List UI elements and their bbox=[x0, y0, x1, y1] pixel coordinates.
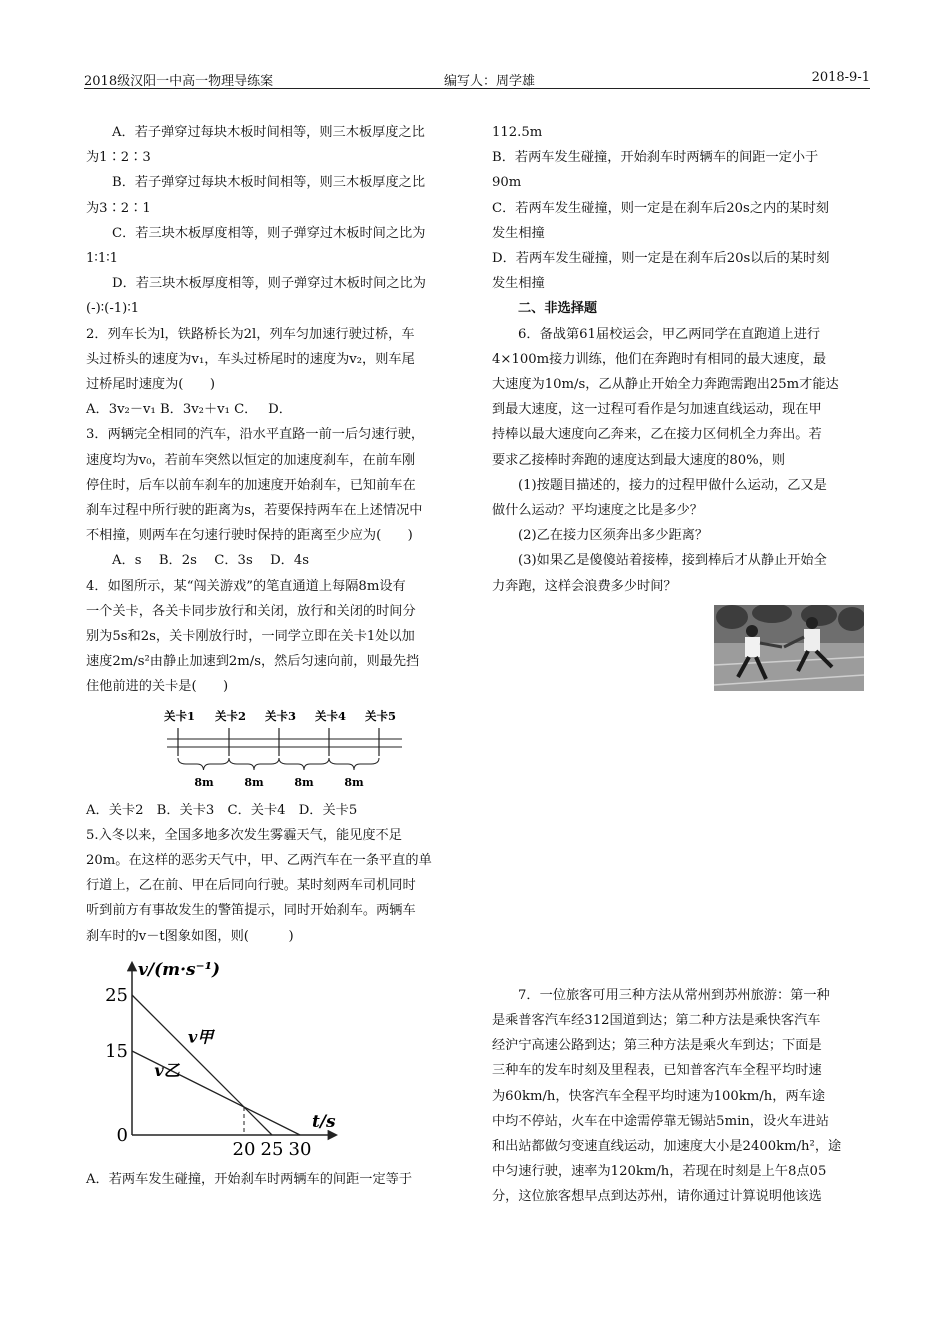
spacing-brace-1 bbox=[178, 758, 229, 770]
spacing-label-2: 8m bbox=[244, 775, 264, 789]
q4-stem-4: 速度2m/s²由静止加速到2m/s，然后匀速向前，则最先挡 bbox=[86, 654, 420, 670]
q4-options: A．关卡2 B．关卡3 C．关卡4 D．关卡5 bbox=[86, 802, 358, 818]
x-tick-25: 25 bbox=[260, 1138, 284, 1160]
q7-stem-7: 和出站都做匀变速直线运动，加速度大小是2400km/h²，途 bbox=[492, 1139, 842, 1155]
q4-stem-2: 一个关卡，各关卡同步放行和关闭，放行和关闭的时间分 bbox=[86, 603, 416, 619]
right-column bbox=[492, 120, 868, 1210]
y-tick-25: 25 bbox=[105, 984, 128, 1006]
q6-stem-5: 持棒以最大速度向乙奔来，乙在接力区伺机全力奔出。若 bbox=[492, 427, 822, 443]
header-date: 2018-9-1 bbox=[811, 70, 870, 85]
q7-stem: 7．一位旅客可用三种方法从常州到苏州旅游：第一种 bbox=[518, 987, 830, 1003]
label-v-yi: v乙 bbox=[154, 1061, 180, 1081]
q5-stem-3: 行道上，乙在前、甲在后同向行驶。某时刻两车司机同时 bbox=[86, 878, 416, 894]
q2-stem-2: 头过桥头的速度为v₁，车头过桥尾时的速度为v₂，则车尾 bbox=[86, 351, 415, 367]
q7-stem-8: 中匀速行驶，速率为120km/h，若现在时刻是上午8点05 bbox=[492, 1164, 827, 1180]
y-tick-15: 15 bbox=[105, 1040, 128, 1062]
q7-stem-5: 为60km/h，快客汽车全程平均时速为100km/h，两车途 bbox=[492, 1088, 826, 1104]
spacing-brace-4 bbox=[329, 758, 379, 770]
q5-option-b: B．若两车发生碰撞，开始刹车时两辆车的间距一定小于 bbox=[492, 150, 819, 166]
spacing-label-4: 8m bbox=[344, 775, 364, 789]
q1-option-a: A．若子弹穿过每块木板时间相等，则三木板厚度之比 bbox=[112, 125, 425, 140]
left-column bbox=[86, 120, 462, 1192]
q7-stem-4: 三种车的发车时刻及里程表，已知普客汽车全程平均时速 bbox=[492, 1063, 822, 1079]
section-heading-nonchoice: 二、非选择题 bbox=[518, 301, 598, 317]
vt-graph bbox=[96, 955, 356, 1165]
q6-stem-4: 到最大速度，这一过程可看作是匀加速直线运动，现在甲 bbox=[492, 402, 822, 418]
relay-race-photo bbox=[714, 605, 864, 691]
q1-option-b-cont: 为3∶2∶1 bbox=[86, 200, 151, 216]
gate-label-5: 关卡5 bbox=[365, 708, 397, 723]
q5-stem: 5.入冬以来，全国多地多次发生雾霾天气，能见度不足 bbox=[86, 827, 402, 843]
q5-stem-2: 20m。在这样的恶劣天气中，甲、乙两汽车在一条平直的单 bbox=[86, 853, 432, 869]
q5-option-b-cont: 90m bbox=[492, 175, 522, 191]
x-tick-30: 30 bbox=[288, 1138, 312, 1160]
q2-stem-3: 过桥尾时速度为( ) bbox=[86, 377, 215, 393]
x-tick-20: 20 bbox=[232, 1138, 256, 1160]
q6-stem: 6．备战第61届校运会，甲乙两同学在直跑道上进行 bbox=[518, 326, 821, 342]
q5-option-a: A．若两车发生碰撞，开始刹车时两辆车的间距一定等于 bbox=[86, 1171, 413, 1187]
q6-stem-6: 要求乙接棒时奔跑的速度达到最大速度的80%，则 bbox=[492, 452, 786, 468]
q3-stem-3: 停住时，后车以前车刹车的加速度开始刹车，已知前车在 bbox=[86, 477, 416, 493]
q3-stem-4: 刹车过程中所行驶的距离为s，若要保持两车在上述情况中 bbox=[86, 503, 423, 519]
header-author: 编写人：周学雄 bbox=[444, 74, 536, 89]
q7-stem-9: 分，这位旅客想早点到达苏州，请你通过计算说明他该选 bbox=[492, 1189, 822, 1205]
q6-sub1: (1)按题目描述的，接力的过程甲做什么运动，乙又是 bbox=[518, 477, 827, 493]
q6-sub2: (2)乙在接力区须奔出多少距离？ bbox=[518, 528, 709, 544]
q5-option-d-cont: 发生相撞 bbox=[492, 276, 545, 292]
q3-stem-5: 不相撞，则两车在匀速行驶时保持的距离至少应为( ) bbox=[86, 528, 413, 544]
q5-option-a-cont: 112.5m bbox=[492, 125, 543, 140]
q5-stem-5: 刹车时的v－t图象如图，则( ) bbox=[86, 928, 294, 944]
spacing-brace-3 bbox=[279, 758, 329, 770]
q6-stem-3: 大速度为10m/s，乙从静止开始全力奔跑需跑出25m才能达 bbox=[492, 377, 839, 393]
q5-option-d: D．若两车发生碰撞，则一定是在刹车后20s以后的某时刻 bbox=[492, 251, 830, 267]
spacing-brace-2 bbox=[229, 758, 279, 770]
gate-label-4: 关卡4 bbox=[315, 708, 347, 723]
spacing-label-1: 8m bbox=[194, 775, 214, 789]
q1-option-d: D．若三块木板厚度相等，则子弹穿过木板时间之比为 bbox=[112, 276, 426, 292]
q1-option-d-cont: (-)∶(-1)∶1 bbox=[86, 301, 140, 317]
q7-stem-6: 中均不停站，火车在中途需停靠无锡站5min，设火车进站 bbox=[492, 1113, 829, 1129]
x-axis-label: t/s bbox=[312, 1111, 336, 1132]
q2-stem: 2．列车长为l，铁路桥长为2l，列车匀加速行驶过桥，车 bbox=[86, 326, 415, 342]
q1-option-b: B．若子弹穿过每块木板时间相等，则三木板厚度之比 bbox=[112, 175, 426, 191]
q3-options: A．s B．2s C．3s D．4s bbox=[112, 553, 310, 569]
page-header bbox=[84, 70, 870, 89]
q6-sub3: (3)如果乙是傻傻站着接棒，接到棒后才从静止开始全 bbox=[518, 553, 827, 569]
q6-sub3-cont: 力奔跑，这样会浪费多少时间？ bbox=[492, 578, 677, 594]
label-v-jia: v甲 bbox=[188, 1027, 214, 1047]
gate-label-2: 关卡2 bbox=[215, 708, 247, 723]
q5-option-c-cont: 发生相撞 bbox=[492, 225, 545, 241]
q4-stem-3: 别为5s和2s，关卡刚放行时，一同学立即在关卡1处以加 bbox=[86, 629, 415, 645]
spacing-label-3: 8m bbox=[294, 775, 314, 789]
line-v-jia bbox=[132, 995, 272, 1135]
q5-option-c: C．若两车发生碰撞，则一定是在刹车后20s之内的某时刻 bbox=[492, 200, 829, 216]
q4-stem: 4．如图所示，某“闯关游戏”的笔直通道上每隔8m设有 bbox=[86, 578, 406, 594]
q6-stem-2: 4×100m接力训练，他们在奔跑时有相同的最大速度，最 bbox=[492, 351, 827, 367]
gate-label-3: 关卡3 bbox=[265, 708, 297, 723]
q1-option-a-cont: 为1∶2∶3 bbox=[86, 150, 151, 166]
q3-stem-2: 速度均为v₀，若前车突然以恒定的加速度刹车，在前车刚 bbox=[86, 452, 416, 468]
q7-stem-2: 是乘普客汽车经312国道到达；第二种方法是乘快客汽车 bbox=[492, 1013, 821, 1029]
y-axis-label: v/(m·s⁻¹) bbox=[138, 959, 221, 980]
gate-diagram bbox=[162, 706, 412, 794]
q1-option-c: C．若三块木板厚度相等，则子弹穿过木板时间之比为 bbox=[112, 225, 426, 241]
q6-sub1-cont: 做什么运动？平均速度之比是多少？ bbox=[492, 503, 703, 519]
gate-label-1: 关卡1 bbox=[164, 708, 196, 723]
q3-stem: 3．两辆完全相同的汽车，沿水平直路一前一后匀速行驶， bbox=[86, 427, 425, 443]
q1-option-c-cont: 1∶1∶1 bbox=[86, 251, 119, 267]
q7-stem-3: 经沪宁高速公路到达；第三种方法是乘火车到达；下面是 bbox=[492, 1038, 822, 1054]
q5-stem-4: 听到前方有事故发生的警笛提示，同时开始刹车。两辆车 bbox=[86, 903, 416, 919]
y-tick-0: 0 bbox=[116, 1124, 128, 1146]
q2-options: A．3v₂－v₁ B．3v₂＋v₁ C． D． bbox=[86, 402, 292, 418]
header-course-title: 2018级汉阳一中高一物理导练案 bbox=[84, 74, 274, 89]
q4-stem-5: 住他前进的关卡是( ) bbox=[86, 679, 229, 695]
